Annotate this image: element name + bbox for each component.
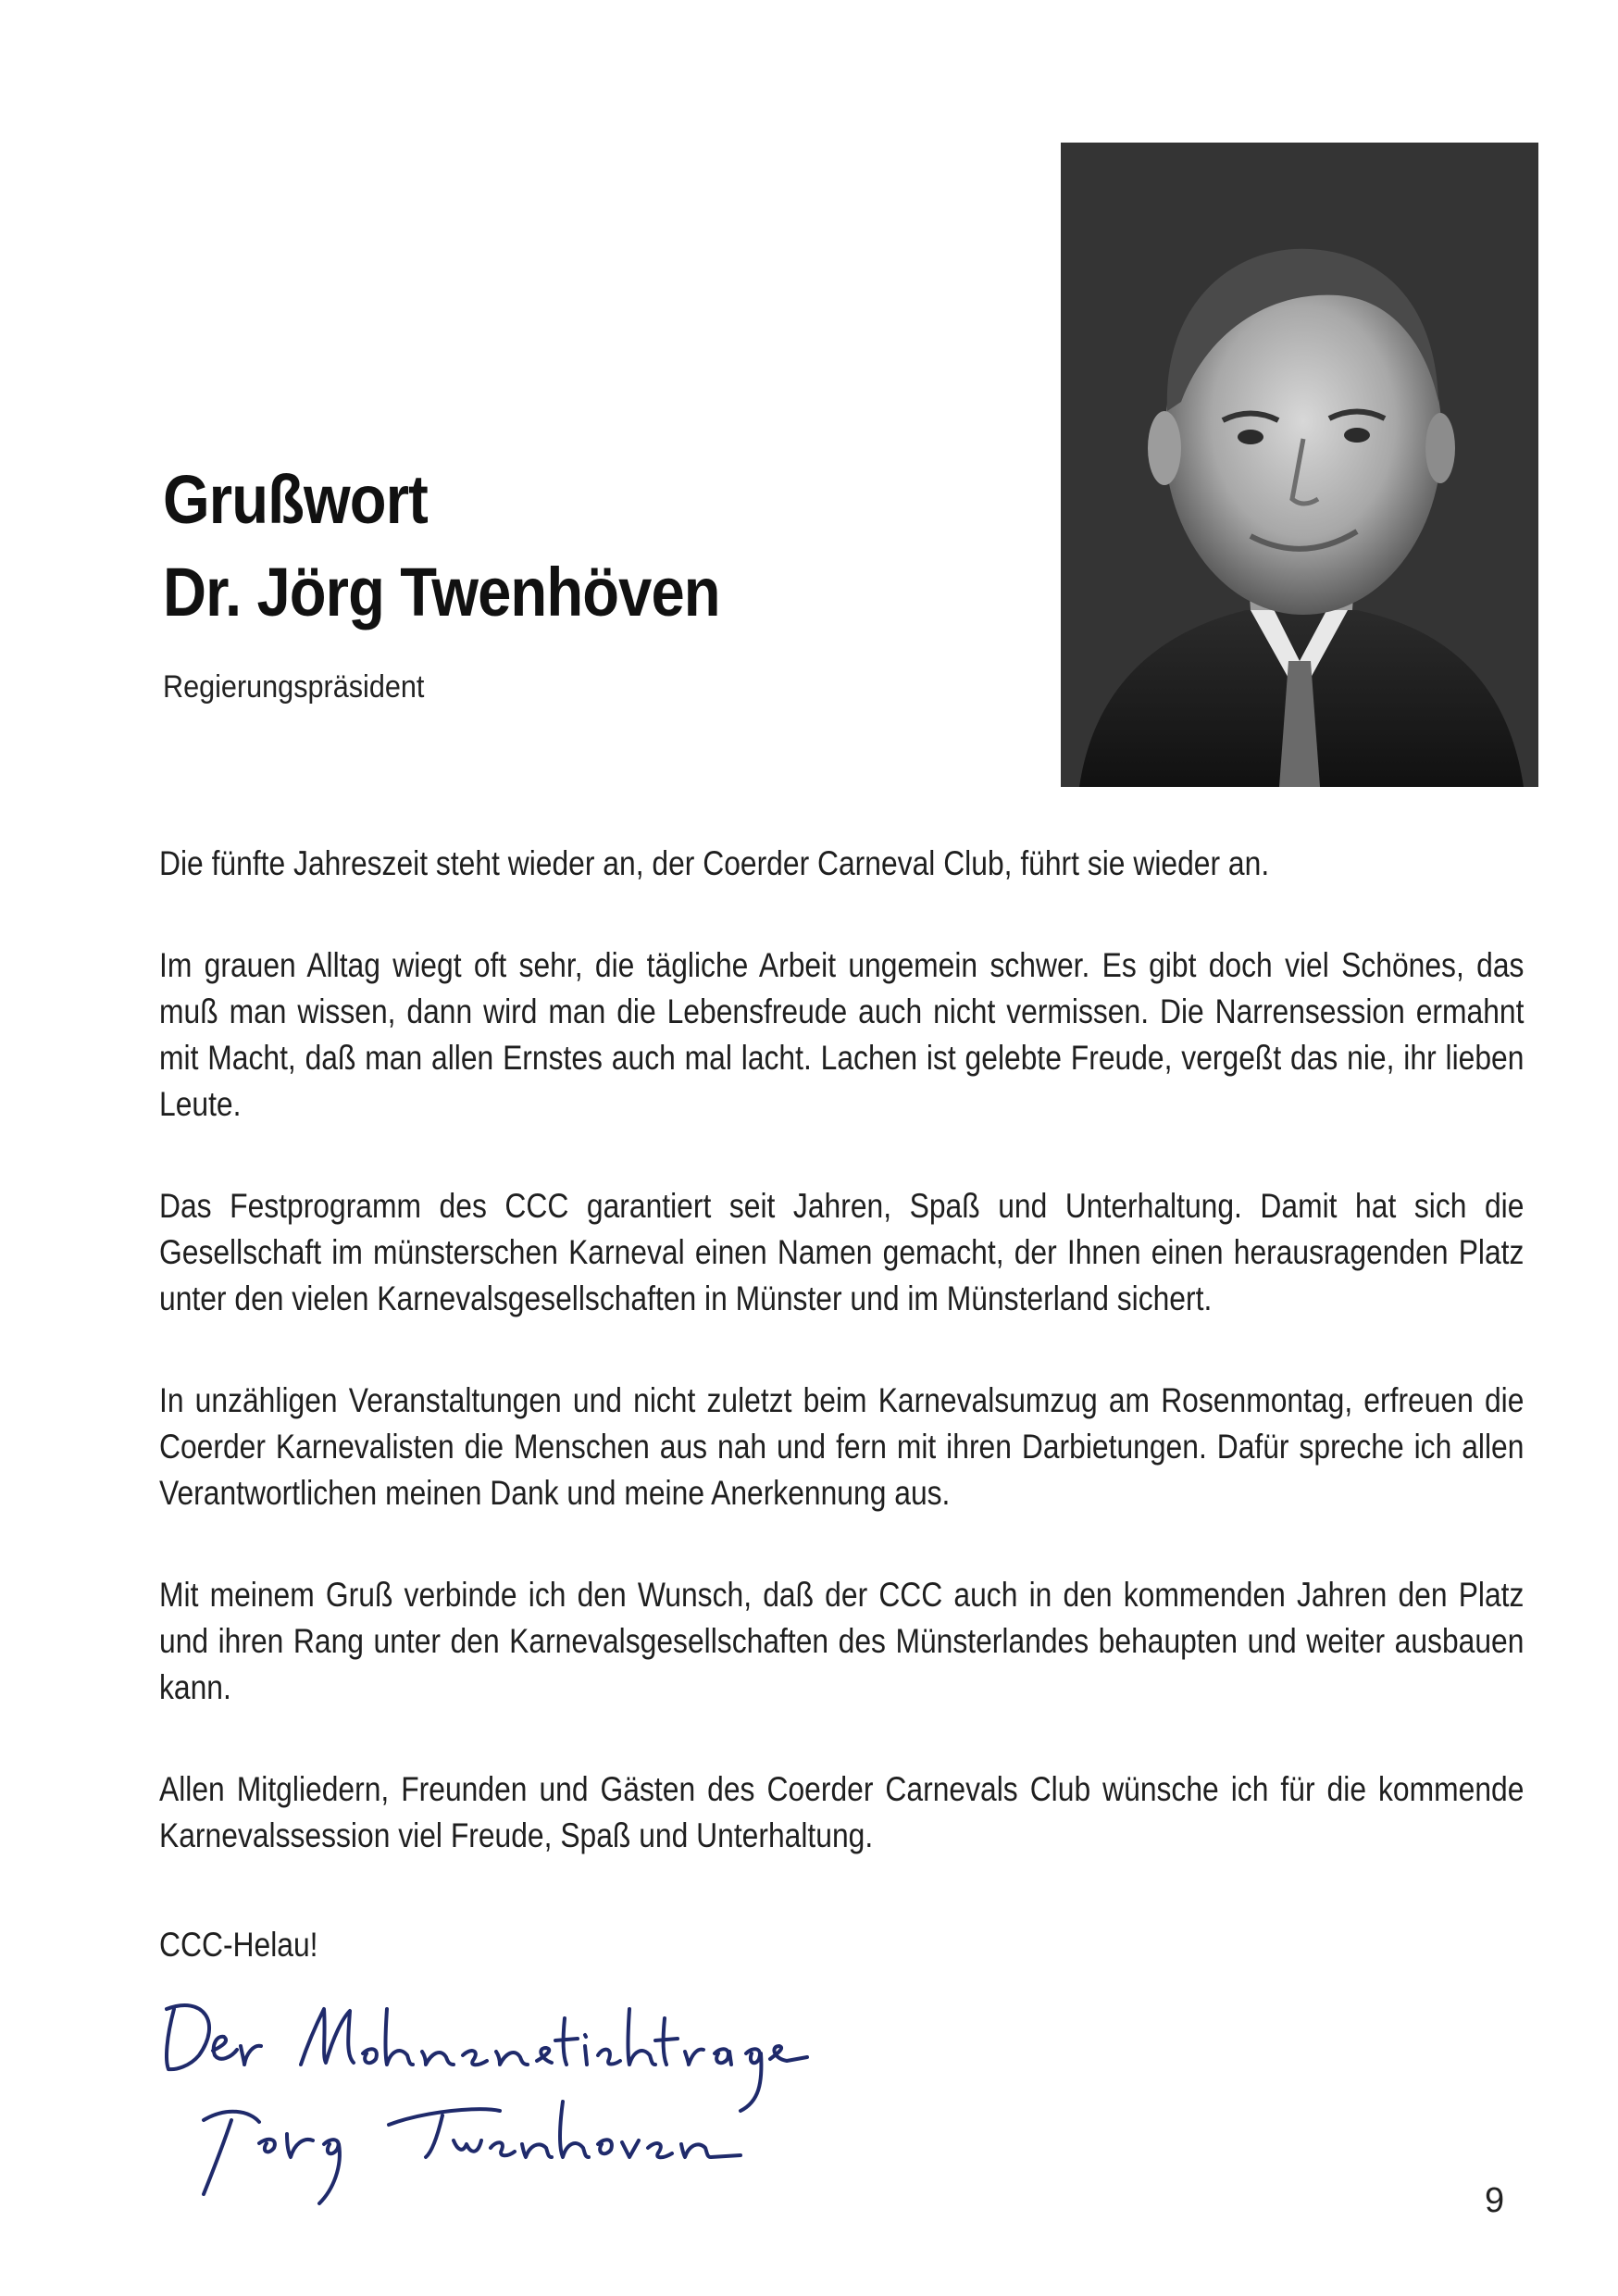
paragraph: Im grauen Alltag wiegt oft sehr, die tägliche Arbeit ungemein schwer. Es gibt doch viel Schönes, das muß man wissen, dann wird man die Lebensfreude auch nicht vermissen. Die Narrensession ermahnt mit Macht, daß man allen Ernstes auch mal lacht. Lachen ist gelebte Freude, vergeßt das nie, ihr lieben Leute. — [159, 946, 1525, 1123]
closing-greeting: CCC-Helau! — [159, 1926, 318, 1964]
heading-subtitle: Regierungspräsident — [163, 669, 425, 705]
portrait-icon — [1061, 143, 1538, 787]
paragraph: Das Festprogramm des CCC garantiert seit Jahren, Spaß und Unterhaltung. Damit hat sich die Gesellschaft im münsterschen Karneval einen Namen gemacht, der Ihnen einen herausragenden Platz unter den vielen Karnevalsgesellschaften in Münster und im Münsterland sichert. — [159, 1187, 1525, 1317]
paragraph: Die fünfte Jahreszeit steht wieder an, der Coerder Carneval Club, führt sie wieder an. — [159, 844, 1270, 882]
paragraph: Mit meinem Gruß verbinde ich den Wunsch, daß der CCC auch in den kommenden Jahren den Platz und ihren Rang unter den Karnevalsgesellschaften des Münsterlandes behaupten und weiter ausbauen kann. — [159, 1576, 1525, 1706]
portrait-photo — [1061, 143, 1538, 787]
page-heading — [163, 454, 720, 639]
letter-body — [159, 841, 1527, 1915]
handwritten-signature — [148, 1981, 815, 2213]
paragraph: In unzähligen Veranstaltungen und nicht zuletzt beim Karnevalsumzug am Rosenmontag, erfreuen die Coerder Karnevalisten die Menschen aus nah und fern mit ihren Darbietungen. Dafür spreche ich allen Verantwortlichen meinen Dank und meine Anerkennung aus. — [159, 1381, 1525, 1512]
heading-title: Grußwort — [163, 461, 428, 538]
page-number: 9 — [1485, 2181, 1505, 2220]
signature-icon — [148, 1981, 815, 2213]
paragraph: Allen Mitgliedern, Freunden und Gästen des Coerder Carnevals Club wünsche ich für die kommende Karnevalssession viel Freude, Spaß und Unterhaltung. — [159, 1770, 1525, 1854]
heading-name: Dr. Jörg Twenhöven — [163, 554, 720, 630]
